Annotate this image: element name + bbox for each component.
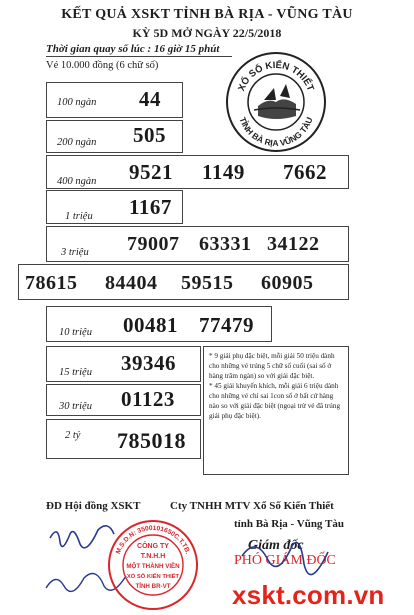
result-title: KẾT QUẢ XSKT TỈNH BÀ RỊA - VŨNG TÀU (61, 7, 353, 22)
prize-row-30m (46, 384, 201, 416)
stamp-line: T.N.H.H (140, 553, 166, 560)
prize-label: 200 ngàn (57, 137, 97, 148)
prize-number: 77479 (199, 313, 254, 337)
prize-number: 9521 (129, 160, 173, 184)
logo-bottom-text: TỈNH BÀ RỊA VŨNG TÀU (237, 115, 315, 149)
prize-row-10m (46, 306, 272, 342)
stamp-line: CÔNG TY (137, 543, 169, 550)
company-province: tỉnh Bà Rịa - Vũng Tàu (234, 518, 344, 530)
prize-row-3m-lower (18, 264, 349, 300)
prize-row-400k (46, 155, 349, 189)
note-encouragement: * 45 giải khuyến khích, mỗi giải 6 triệu dành cho những vé chỉ sai 1con số ở bất cứ hàng nào so với giải đặc biệt (ngoại trừ vé đã trúng giải phụ đặc biệt). (209, 382, 341, 420)
prize-number: 34122 (267, 233, 320, 255)
vice-director-title: PHÓ GIÁM ĐỐC (234, 553, 336, 568)
council-signature-label: ĐD Hội đồng XSKT (46, 500, 141, 512)
prize-label: 15 triệu (59, 367, 92, 378)
prize-label: 30 triệu (59, 401, 92, 412)
prize-number: 01123 (121, 387, 175, 411)
prize-number: 78615 (25, 272, 78, 294)
prize-number: 00481 (123, 313, 178, 337)
prize-number: 44 (139, 87, 161, 111)
company-stamp (106, 518, 200, 612)
prize-number: 39346 (121, 351, 176, 375)
prize-label: 100 ngàn (57, 97, 97, 108)
draw-time: Thời gian quay số lúc : 16 giờ 15 phút (46, 43, 220, 55)
prize-number: 1167 (129, 195, 172, 219)
special-prize-number: 785018 (117, 428, 186, 453)
prize-number: 79007 (127, 233, 180, 255)
prize-number: 63331 (199, 233, 252, 255)
prize-row-special (46, 419, 201, 459)
prize-label: 400 ngàn (57, 176, 97, 187)
prize-label: 3 triệu (61, 247, 89, 258)
stamp-line: MỘT THÀNH VIÊN (126, 563, 180, 570)
site-watermark: xskt.com.vn (232, 580, 385, 610)
stamp-line: TỈNH BR-VT (135, 583, 171, 590)
prize-row-200k (46, 120, 183, 153)
prize-label: 2 tỷ (65, 430, 81, 441)
prize-number: 505 (133, 123, 166, 147)
stamp-ring-text: M.S.D.N: 3500101650C.T.TB. (114, 524, 192, 556)
note-consolation: * 9 giải phụ đặc biệt, mỗi giải 50 triệu dành cho những vé trúng 5 chữ số cuối (sai số ở hàng trăm ngàn) so với giải đặc biệt. (209, 352, 335, 380)
draw-time-underline (46, 56, 232, 57)
logo-top-text: XỔ SỐ KIẾN THIẾT (236, 59, 316, 93)
ticket-price: Vé 10.000 đồng (6 chữ số) (46, 60, 159, 71)
prize-row-15m (46, 346, 201, 382)
prize-note (203, 346, 349, 475)
prize-row-100k (46, 82, 183, 118)
prize-label: 1 triệu (65, 211, 93, 222)
issue-date: KỲ 5D MỞ NGÀY 22/5/2018 (132, 26, 282, 40)
prize-number: 84404 (105, 272, 158, 294)
prize-number: 7662 (283, 160, 327, 184)
prize-row-1m (46, 190, 183, 224)
prize-label: 10 triệu (59, 327, 92, 338)
prize-number: 60905 (261, 272, 314, 294)
stamp-line: XỔ SỐ KIẾN THIẾT (126, 574, 180, 580)
director-title: Giám đốc (248, 538, 304, 553)
company-name: Cty TNHH MTV Xổ Số Kiến Thiết (170, 500, 334, 512)
lottery-logo (224, 50, 329, 155)
prize-row-3m-upper (46, 226, 349, 262)
svg-text:XỔ SỐ KIẾN THIẾT (236, 60, 316, 93)
prize-number: 59515 (181, 272, 234, 294)
prize-number: 1149 (202, 160, 245, 184)
